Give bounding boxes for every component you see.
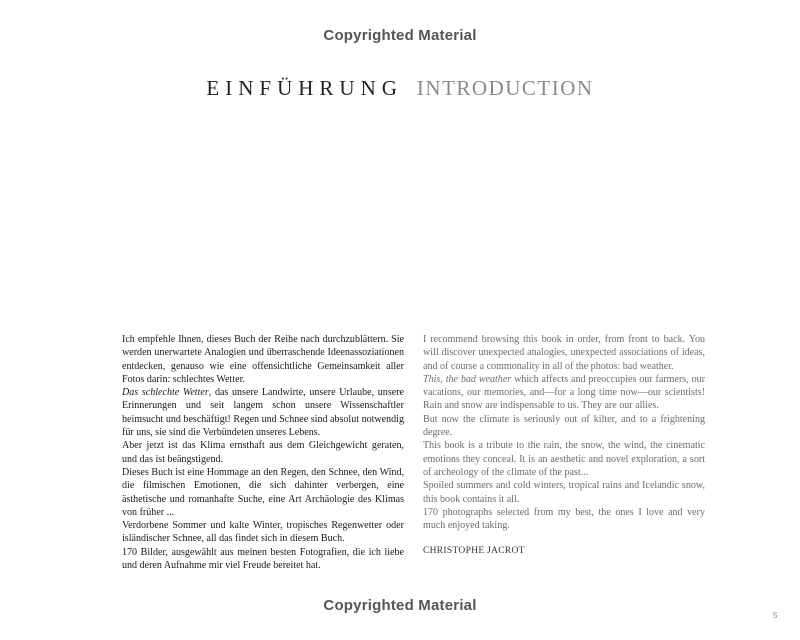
title-german: EINFÜHRUNG xyxy=(206,76,403,100)
german-paragraph: Aber jetzt ist das Klima ernsthaft aus dem Gleichgewicht geraten, und das ist beängstigend. xyxy=(122,440,404,465)
copyright-watermark-bottom: Copyrighted Material xyxy=(323,597,477,614)
copyright-watermark-top: Copyrighted Material xyxy=(323,27,477,44)
english-paragraph: This book is a tribute to the rain, the snow, the wind, the cinematic emotions they conceal. It is an aesthetic and novel exploration, a sort of archeology of the climate of the past... xyxy=(423,440,705,478)
english-paragraph-rest: which affects and preoccupies our farmers, our vacations, our memories, and—for a long time now—our scientists! Rain and snow are indispensable to us. They are our allies. xyxy=(423,373,706,412)
english-paragraph xyxy=(423,373,705,413)
german-text-column xyxy=(122,333,404,572)
german-paragraph-rest: , das unsere Landwirte, unsere Urlaube, unsere Erinnerungen und seit langem schon unsere Wissenschaftler heimsucht und beschäftigt! Regen und Schnee sind absolut notwendig für uns, sie sind die Verbündeten unseres Lebens. xyxy=(122,387,404,439)
english-paragraph: 170 photographs selected from my best, the ones I love and very much enjoyed taking. xyxy=(423,506,705,532)
english-paragraph: I recommend browsing this book in order, from front to back. You will discover unexpected analogies, unexpected associations of ideas, and of course a commonality in all of the photos: bad weather. xyxy=(423,334,705,372)
title-english: INTRODUCTION xyxy=(416,76,594,100)
english-italic-phrase: This, the bad weather xyxy=(423,373,512,385)
english-text-column xyxy=(423,333,705,532)
german-paragraph: Dieses Buch ist eine Hommage an den Regen, den Schnee, den Wind, die filmischen Emotionen, die sich dahinter verbergen, eine ästhetische und romanhafte Suche, eine Art Archäologie des Klimas von früher ... xyxy=(122,466,404,518)
english-paragraph: Spoiled summers and cold winters, tropical rains and Icelandic snow, this book contains it all. xyxy=(423,480,705,505)
german-paragraph xyxy=(122,386,404,439)
page-title xyxy=(0,76,800,101)
german-paragraph: 170 Bilder, ausgewählt aus meinen besten Fotografien, die ich liebe und deren Aufnahme mir viel Freude bereitet hat. xyxy=(122,546,404,572)
english-paragraph: But now the climate is seriously out of kilter, and to a frightening degree. xyxy=(423,413,705,439)
page-number: 5 xyxy=(773,611,778,620)
german-paragraph: Verdorbene Sommer und kalte Winter, tropisches Regenwetter oder isländischer Schnee, all das findet sich in diesem Buch. xyxy=(122,520,404,545)
german-paragraph: Ich empfehle Ihnen, dieses Buch der Reihe nach durchzublättern. Sie werden unerwartete Analogien und überraschende Ideenassoziationen entdecken, genauso wie eine offensichtliche Gemeinsamkeit aller Fotos darin: schlechtes Wetter. xyxy=(122,334,404,385)
author-signature: CHRISTOPHE JACROT xyxy=(423,546,525,556)
german-italic-phrase: Das schlechte Wetter xyxy=(122,387,209,399)
